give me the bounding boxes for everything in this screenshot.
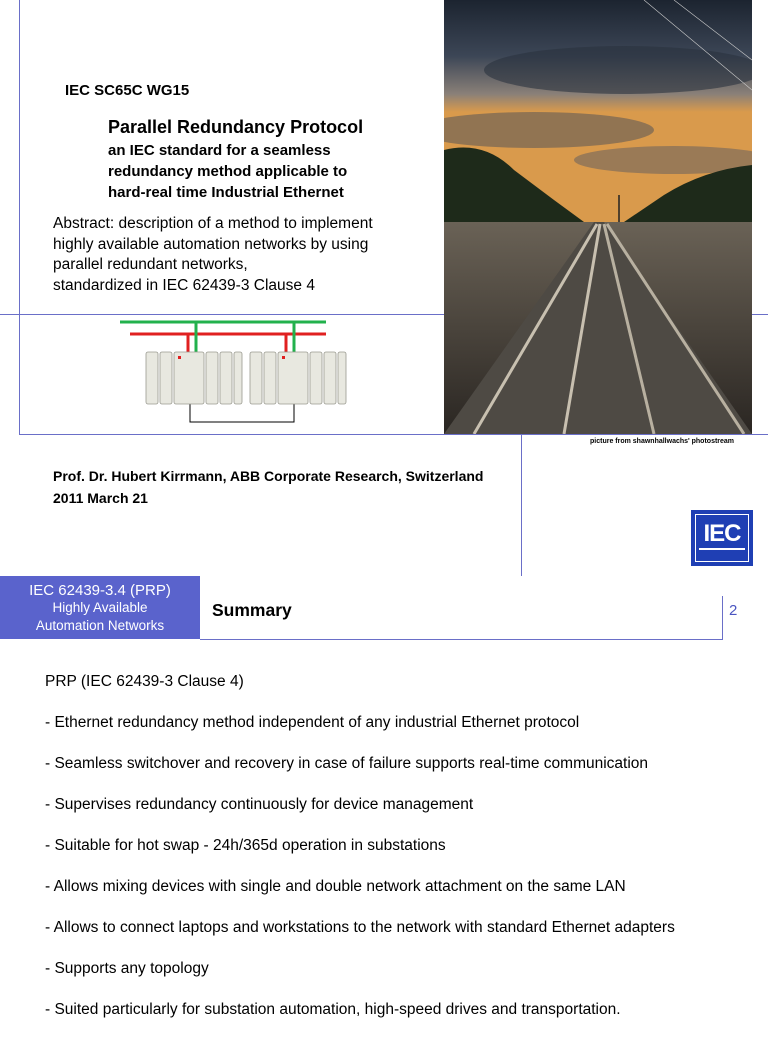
summary-bullet: - Allows to connect laptops and workstations to the network with standard Ethernet adapters xyxy=(45,919,675,936)
slide2-title: Summary xyxy=(212,600,292,620)
summary-bullet: - Ethernet redundancy method independent of any industrial Ethernet protocol xyxy=(45,714,580,731)
summary-bullet: - Allows mixing devices with single and double network attachment on the same LAN xyxy=(45,878,626,895)
header-subtitle: Highly Available xyxy=(52,600,148,615)
railway-photo-illustration xyxy=(444,0,752,434)
abstract-line: Abstract: description of a method to implement xyxy=(53,215,373,232)
abstract-line: standardized in IEC 62439-3 Clause 4 xyxy=(53,276,315,294)
device-group-left xyxy=(146,352,242,404)
subtitle-line: redundancy method applicable to xyxy=(108,163,348,180)
author-name: Prof. Dr. Hubert Kirrmann, ABB Corporate Research, Switzerland xyxy=(53,468,484,484)
slide2-title-underline xyxy=(200,639,723,640)
iec-logo xyxy=(691,510,753,566)
status-led xyxy=(178,356,181,359)
summary-bullet: - Supervises redundancy continuously for device management xyxy=(45,796,474,813)
iec-logo-text: IEC xyxy=(703,520,741,547)
abstract-text xyxy=(53,214,433,296)
frame-left-line xyxy=(19,0,20,434)
abstract-line: parallel redundant networks, xyxy=(53,256,248,273)
subtitle-line: hard-real time Industrial Ethernet xyxy=(108,184,344,201)
photo-credit: picture from shawnhallwachs' photostream xyxy=(590,438,735,445)
summary-bullet: - Suited particularly for substation automation, high-speed drives and transportation. xyxy=(45,1001,621,1018)
slide2-header-box xyxy=(0,576,200,639)
interlink-cable xyxy=(190,404,294,422)
railway-photo xyxy=(444,0,752,434)
status-led xyxy=(282,356,285,359)
subtitle-line: an IEC standard for a seamless xyxy=(108,142,331,159)
network-diagram xyxy=(110,314,350,430)
summary-heading: PRP (IEC 62439-3 Clause 4) xyxy=(45,673,244,690)
summary-bullet: - Seamless switchover and recovery in case of failure supports real-time communication xyxy=(45,755,649,772)
presentation-date: 2011 March 21 xyxy=(53,490,148,506)
header-subtitle: Automation Networks xyxy=(35,618,165,633)
slide2-page-divider xyxy=(722,596,723,639)
summary-content xyxy=(45,672,755,1041)
slide-title: Parallel Redundancy Protocol xyxy=(108,117,364,137)
author-block xyxy=(53,465,483,509)
summary-bullet: - Supports any topology xyxy=(45,960,209,977)
header-standard: IEC 62439-3.4 (PRP) xyxy=(29,582,171,599)
page-number: 2 xyxy=(729,602,738,619)
abstract-line: highly available automation networks by using xyxy=(53,235,369,253)
working-group-label: IEC SC65C WG15 xyxy=(65,82,190,99)
frame-bottom-line xyxy=(19,434,768,435)
slide-subtitle xyxy=(108,140,428,203)
frame-right-line xyxy=(521,434,522,576)
summary-bullet: - Suitable for hot swap - 24h/365d operation in substations xyxy=(45,837,446,854)
iec-logo-bar xyxy=(699,548,745,550)
device-group-right xyxy=(250,352,346,404)
